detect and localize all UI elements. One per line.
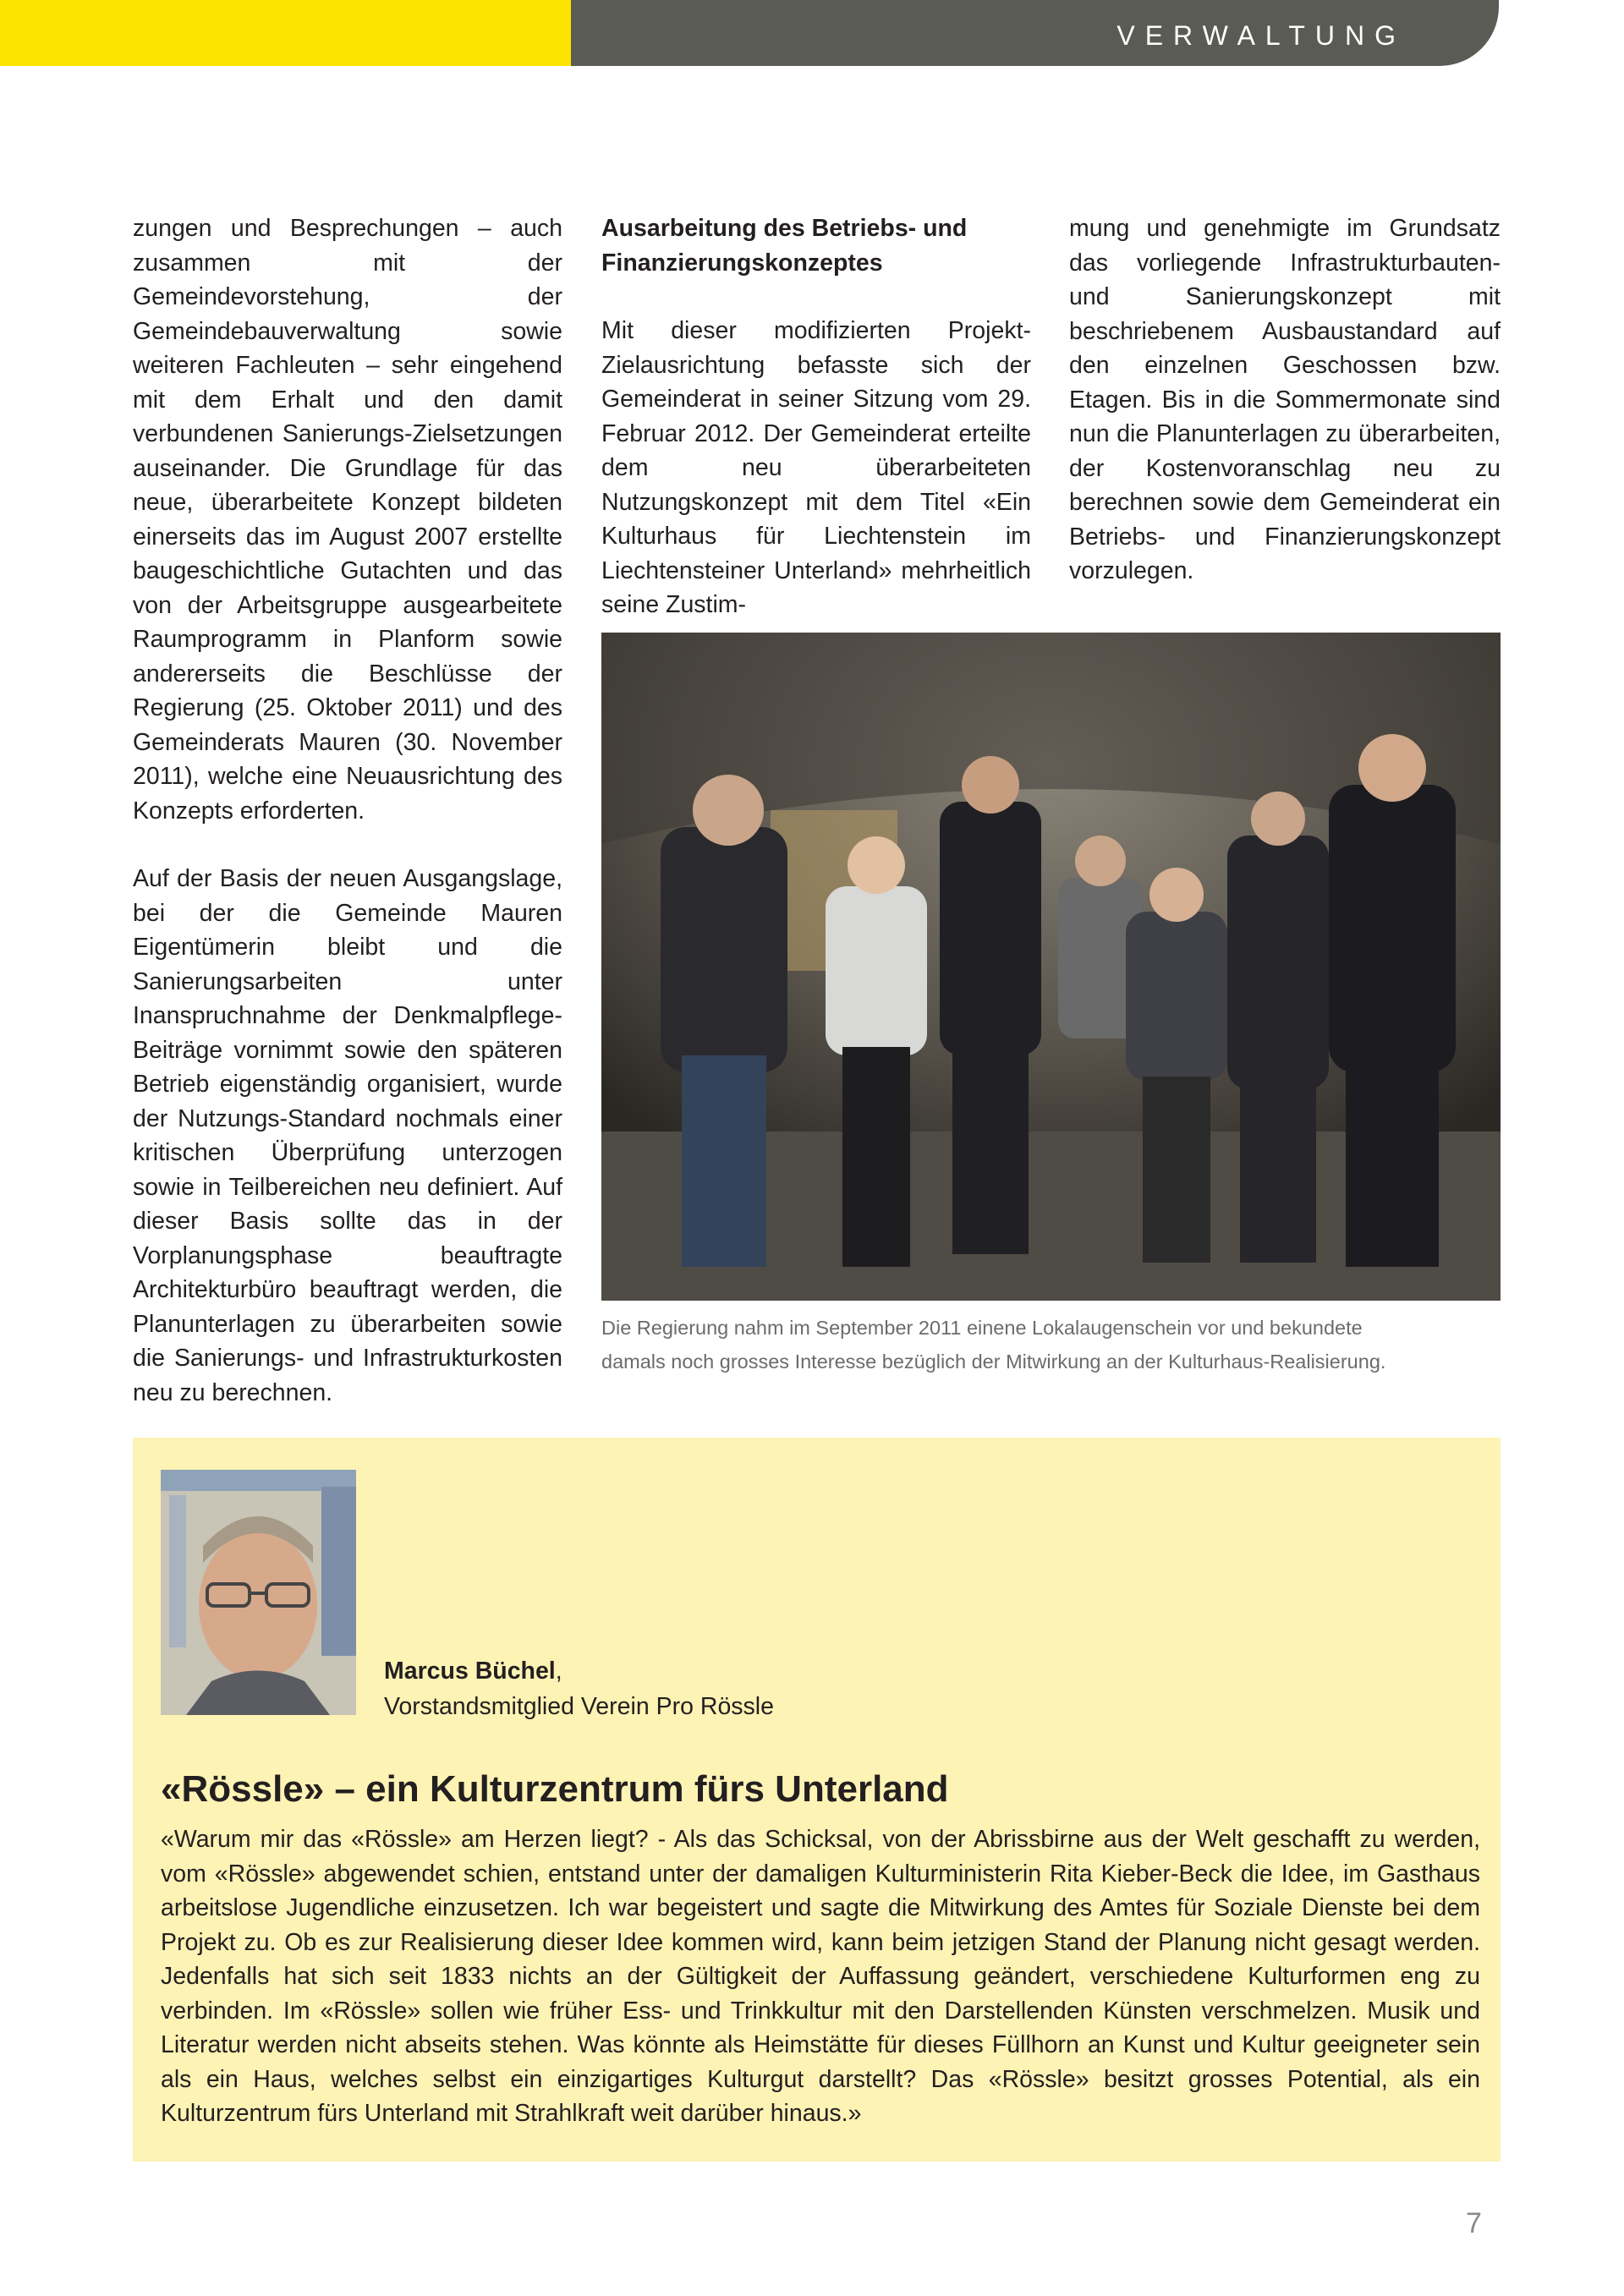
- author-portrait-illustration: [161, 1470, 356, 1715]
- author-info: [384, 1653, 774, 1724]
- group-photo-illustration: [601, 633, 1501, 1301]
- group-photo: [601, 633, 1501, 1301]
- caption-line-2: damals noch grosses Interesse bezüglich der Mitwirkung an der Kulturhaus-Realisierung.: [601, 1351, 1386, 1373]
- col2-paragraph-1: Mit dieser modifizierten Projekt-Zielausrichtung befasste sich der Gemeinderat in seiner Sitzung vom 29. Februar 2012. Der Gemeinderat erteilte dem neu überarbeiteten Nutzungskonzept mit dem Titel «Ein Kulturhaus für Liechtenstein im Liechtensteiner Unterland» mehrheitlich seine Zustim-: [601, 317, 1031, 618]
- column-2: [601, 211, 1031, 622]
- author-name: Marcus Büchel: [384, 1658, 556, 1685]
- section-label: VERWALTUNG: [1116, 20, 1406, 51]
- page-number: 7: [1466, 2207, 1482, 2239]
- photo-caption: [601, 1311, 1506, 1378]
- author-portrait: [161, 1470, 356, 1715]
- col1-paragraph-1: zungen und Besprechungen – auch zusammen mit der Gemeindevorstehung, der Gemeindebauverwaltung sowie weiteren Fachleuten – sehr eingehend mit dem Erhalt und den damit verbundenen Sanierungs-Zielsetzungen auseinander. Die Grundlage für das neue, überarbeitete Konzept bildeten einerseits das im August 2007 erstellte baugeschichtliche Gutachten und das von der Arbeitsgruppe ausgearbeitete Raumprogramm in Planform sowie andererseits die Beschlüsse der Regierung (25. Oktober 2011) und des Gemeinderats Mauren (30. November 2011), welche eine Neuausrichtung des Konzepts erforderten.: [133, 215, 562, 825]
- col3-paragraph-1: mung und genehmigte im Grundsatz das vorliegende Infrastrukturbauten- und Sanierungskonzept mit beschriebenem Ausbaustandard auf den einzelnen Geschossen bzw. Etagen. Bis in die Sommermonate sind nun die Planunterlagen zu überarbeiten, der Kostenvoranschlag neu zu berechnen sowie dem Gemeinderat ein Betriebs- und Finanzierungskonzept vorzulegen.: [1069, 215, 1501, 584]
- column-1: [133, 211, 562, 1410]
- author-name-suffix: ,: [555, 1658, 562, 1685]
- header-accent-bar: [0, 0, 571, 66]
- caption-line-1: Die Regierung nahm im September 2011 einene Lokalaugenschein vor und bekundete: [601, 1317, 1363, 1339]
- author-role: Vorstandsmitglied Verein Pro Rössle: [384, 1693, 774, 1720]
- col1-paragraph-2: Auf der Basis der neuen Ausgangslage, bei der die Gemeinde Mauren Eigentümerin bleibt und die Sanierungsarbeiten unter Inanspruchnahme der Denkmalpflege-Beiträge vornimmt sowie den späteren Betrieb eigenständig organisiert, wurde der Nutzungs-Standard nochmals einer kritischen Überprüfung unterzogen sowie in Teilbereichen neu definiert. Auf dieser Basis sollte das in der Vorplanungsphase beauftragte Architekturbüro beauftragt werden, die Planunterlagen zu überarbeiten sowie die Sanierungs- und Infrastrukturkosten neu zu berechnen.: [133, 865, 562, 1406]
- column-3: [1069, 211, 1501, 589]
- section-heading: Ausarbeitung des Betriebs- und Finanzierungskonzeptes: [601, 215, 968, 277]
- info-box-title: «Rössle» – ein Kulturzentrum fürs Unterland: [161, 1768, 949, 1810]
- quote-text: «Warum mir das «Rössle» am Herzen liegt? - Als das Schicksal, von der Abrissbirne aus der Welt geschafft zu werden, vom «Rössle» abgewendet schien, entstand unter der damaligen Kulturministerin Rita Kieber-Beck die Idee, im Gasthaus arbeitslose Jugendliche einzusetzen. Ich war begeistert und sagte die Mitwirkung des Amtes für Soziale Dienste bei dem Projekt zu. Ob es zur Realisierung dieser Idee kommen wird, kann beim jetzigen Stand der Planung nicht gesagt werden. Jedenfalls hat sich seit 1833 nichts an der Gültigkeit der Auffassung geändert, verschiedene Kulturformen eng zu verbinden. Im «Rössle» sollen wie früher Ess- und Trinkkultur mit den Darstellenden Künsten verschmelzen. Musik und Literatur werden nicht abseits stehen. Was könnte als Heimstätte für dieses Füllhorn an Kunst und Kultur geeigneter sein als ein Haus, welches selbst ein einzigartiges Kulturgut darstellt? Das «Rössle» besitzt grosses Potential, als ein Kulturzentrum fürs Unterland mit Strahlkraft weit darüber hinaus.»: [161, 1826, 1480, 2127]
- header-section-bar: [571, 0, 1499, 66]
- info-box-quote: [161, 1822, 1480, 2131]
